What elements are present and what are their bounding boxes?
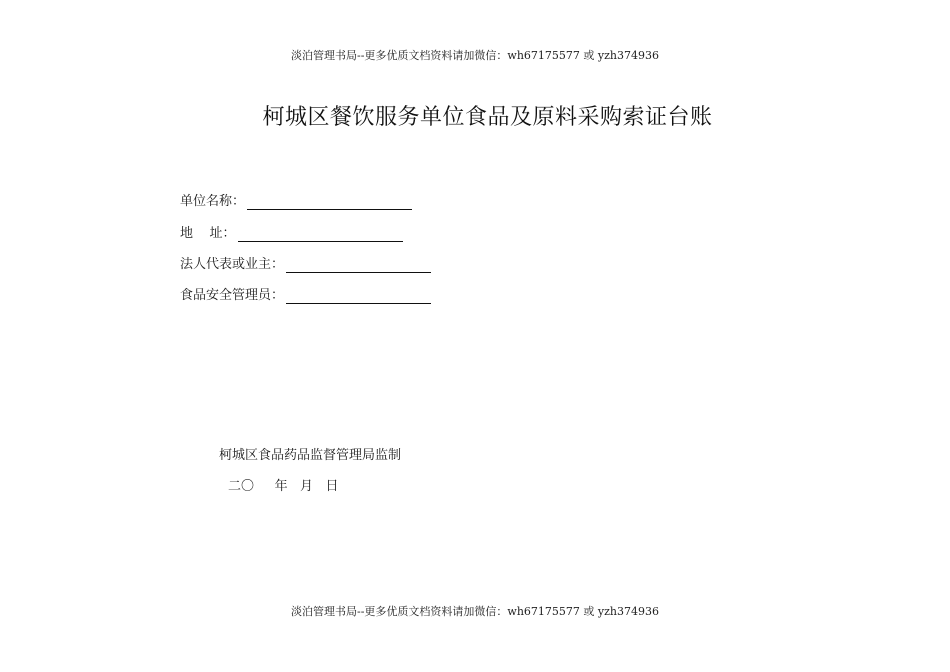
safety-manager-label: 食品安全管理员： (180, 288, 285, 303)
legal-rep-label: 法人代表或业主： (180, 257, 285, 272)
address-blank-line (238, 229, 403, 242)
legal-rep-field (180, 257, 431, 273)
address-label: 地 址： (180, 226, 236, 241)
document-title: 柯城区餐饮服务单位食品及原料采购索证台账 (262, 105, 713, 130)
safety-manager-blank-line (286, 291, 431, 304)
address-field (180, 226, 403, 242)
footer-watermark-note: 淡泊管理书局--更多优质文档资料请加微信：wh67175577 或 yzh374936 (291, 605, 659, 618)
issuing-authority: 柯城区食品药品监督管理局监制 (219, 448, 402, 463)
unit-name-field (180, 194, 412, 210)
legal-rep-blank-line (286, 260, 431, 273)
safety-manager-field (180, 288, 431, 304)
header-watermark-note: 淡泊管理书局--更多优质文档资料请加微信：wh67175577 或 yzh374936 (291, 49, 659, 62)
unit-name-label: 单位名称： (180, 194, 246, 209)
unit-name-blank-line (247, 197, 412, 210)
date-line: 二〇 年 月 日 (228, 479, 339, 494)
